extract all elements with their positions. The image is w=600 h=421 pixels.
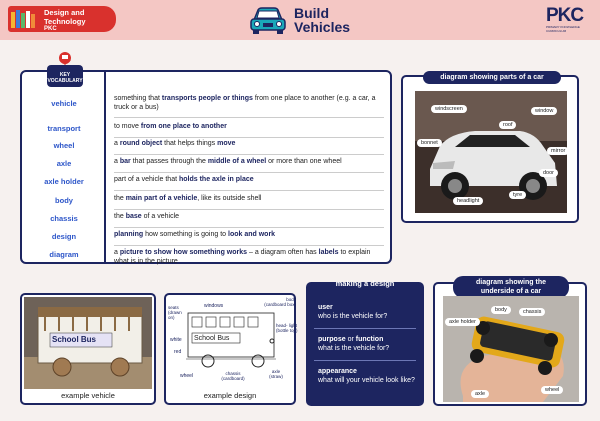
label-window: window: [531, 107, 557, 115]
vocabulary-row: [22, 154, 390, 173]
label-windscreen: windscreen: [431, 105, 467, 113]
vocabulary-row: [22, 227, 390, 246]
car-parts-panel: [401, 75, 579, 223]
example-vehicle-panel: [20, 293, 156, 405]
design-label-red: red: [174, 349, 182, 355]
divider: [314, 328, 416, 329]
vocabulary-term: axle holder: [44, 177, 84, 186]
vocabulary-term: vehicle: [51, 99, 77, 108]
label-axle-holder: axle holder: [445, 318, 480, 326]
vocabulary-term: wheel: [53, 141, 75, 150]
design-label-wheel: wheel: [180, 373, 194, 379]
subject-badge: [8, 6, 116, 32]
subject-pkc: PKC: [44, 26, 57, 32]
design-label-headlight: head- light (bottle top): [276, 323, 298, 333]
label-wheel: wheel: [541, 386, 563, 394]
vocabulary-definition: something that transports people or things from one place to another (e.g. a car, a truck or a bus): [114, 95, 376, 111]
design-label-seats: seats (drawn on): [168, 305, 182, 320]
label-roof: roof: [499, 121, 516, 129]
vocabulary-row: [22, 245, 390, 264]
vocabulary-term: body: [55, 196, 73, 205]
vocabulary-definition: the base of a vehicle: [114, 213, 180, 220]
vehicle-photo: [24, 297, 152, 389]
vocabulary-definition: to move from one place to another: [114, 123, 227, 130]
example-vehicle-caption: example vehicle: [61, 391, 115, 400]
page-title: Build Vehicles: [294, 5, 351, 35]
design-label-body: body (cardboard box): [264, 297, 296, 307]
vocabulary-row: [22, 209, 390, 228]
underside-title: diagram showing the underside of a car: [453, 276, 569, 298]
label-tyre: tyre: [509, 191, 526, 199]
vocabulary-row: [22, 172, 390, 191]
bus-model-text: School Bus: [52, 335, 97, 344]
design-label-axle: axle (straw): [269, 369, 283, 379]
label-chassis: chassis: [519, 308, 545, 316]
example-design-caption: example design: [203, 391, 257, 400]
divider: [314, 360, 416, 361]
vocabulary-term: design: [51, 232, 77, 241]
design-label-white: white: [170, 337, 182, 343]
vocabulary-row: [22, 136, 390, 155]
vocabulary-term: chassis: [50, 214, 78, 223]
example-design-panel: [164, 293, 296, 405]
pkc-logo: PKC: [546, 5, 584, 26]
vocabulary-definition: planning how something is going to look and work: [114, 231, 276, 238]
car-icon: [248, 5, 288, 35]
vocabulary-row: [22, 94, 390, 113]
label-headlight: headlight: [453, 197, 483, 205]
vocabulary-term: axle: [56, 159, 72, 168]
making-design-title: making a design: [335, 279, 395, 288]
vocabulary-definition: a round object that helps things move: [114, 140, 236, 147]
car-parts-title: diagram showing parts of a car: [423, 71, 561, 84]
vocabulary-term: diagram: [49, 250, 79, 259]
vocabulary-definition: part of a vehicle that holds the axle in place: [114, 176, 254, 183]
design-bus-text: School Bus: [194, 335, 230, 342]
key-vocabulary-label: KEY VOCABULARY: [47, 72, 83, 84]
subject-name: Design and Technology: [44, 8, 86, 26]
design-label-windows: windows: [204, 303, 224, 309]
books-icon: [10, 9, 38, 29]
vocabulary-definition: a bar that passes through the middle of a wheel or more than one wheel: [114, 158, 342, 165]
design-item-appearance: appearance what will your vehicle look like?: [318, 368, 415, 384]
header-bar: [0, 0, 600, 40]
making-design-panel: [306, 279, 424, 406]
label-bonnet: bonnet: [417, 139, 442, 147]
pkc-logo-subtitle: PRIMARY KNOWLEDGE CURRICULUM: [546, 25, 580, 33]
row-divider: [114, 117, 384, 118]
underside-panel: [433, 279, 587, 406]
design-item-user: user who is the vehicle for?: [318, 304, 388, 320]
vocabulary-row: [22, 191, 390, 210]
vocabulary-definition: the main part of a vehicle, like its outside shell: [114, 195, 262, 202]
vocabulary-table: [20, 70, 392, 264]
vocabulary-term: transport: [47, 124, 81, 133]
label-door: door: [539, 169, 558, 177]
design-item-purpose: purpose or function what is the vehicle for?: [318, 336, 390, 352]
label-axle: axle: [471, 390, 489, 398]
design-label-chassis: chassis (cardboard): [221, 371, 245, 381]
label-mirror: mirror: [547, 147, 569, 155]
vocabulary-definition: a picture to show how something works – a diagram often has labels to explain what is in the picture: [114, 249, 371, 265]
label-body: body: [491, 306, 511, 314]
